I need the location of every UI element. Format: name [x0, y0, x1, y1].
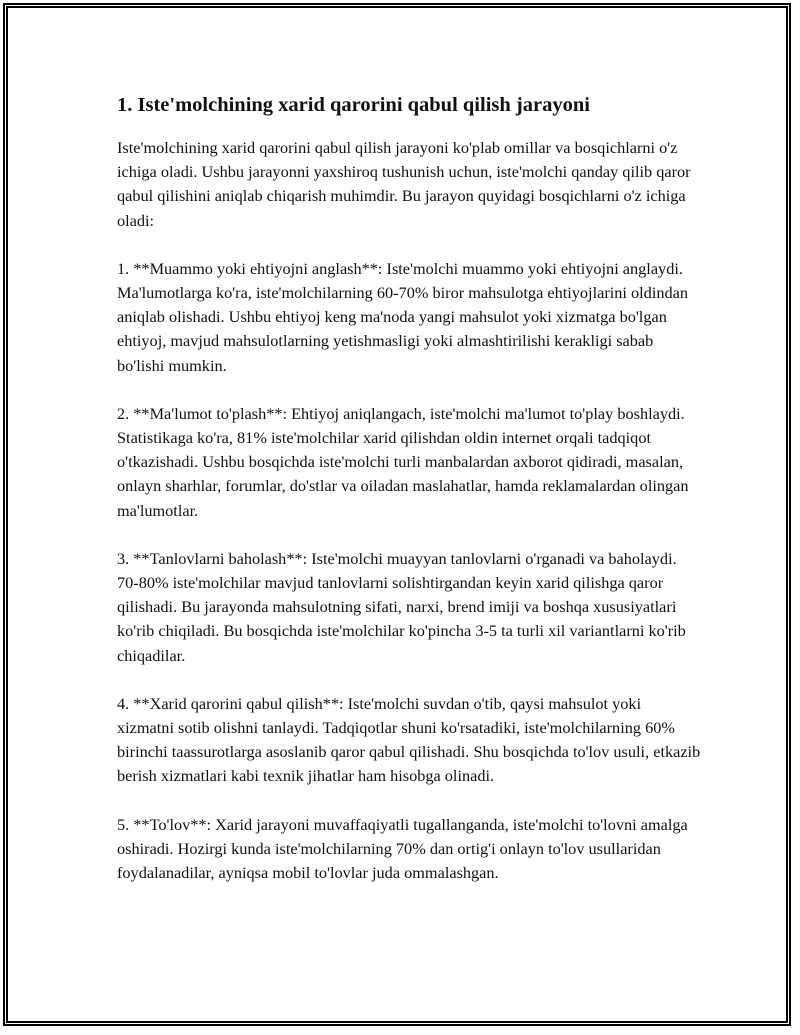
step-paragraph-1: 1. **Muammo yoki ehtiyojni anglash**: Iste'molchi muammo yoki ehtiyojni anglaydi. Ma'lumotlarga ko'ra, iste'molchilarning 60-70% biror mahsulotga ehtiyojlarini oldindan aniqlab olishadi. Ushbu ehtiyoj keng ma'noda yangi mahsulot yoki xizmatga bo'lgan ehtiyoj, mavjud mahsulotlarning yetishmasligi yoki almashtirilishi kerakligi sabab bo'lishi mumkin.: [117, 258, 688, 375]
step-paragraph-2: 2. **Ma'lumot to'plash**: Ehtiyoj aniqlangach, iste'molchi ma'lumot to'play boshlaydi. Statistikaga ko'ra, 81% iste'molchilar xarid qilishdan oldin internet orqali tadqiqot o'tkazishadi. Ushbu bosqichda iste'molchi turli manbalardan axborot qidiradi, masalan, onlayn sharhlar, forumlar, do'stlar va oiladan maslahatlar, hamda reklamalardan olingan ma'lumotlar.: [117, 403, 689, 520]
document-body: [117, 88, 702, 909]
step-paragraph-4: 4. **Xarid qarorini qabul qilish**: Iste'molchi suvdan o'tib, qaysi mahsulot yoki xizmatni sotib olishni tanlaydi. Tadqiqotlar shuni ko'rsatadiki, iste'molchilarning 60% birinchi taassurotlarga asoslanib qaror qabul qilishadi. Shu bosqichda to'lov usuli, etkazib berish xizmatlari kabi texnik jihatlar ham hisobga olinadi.: [117, 693, 701, 786]
intro-paragraph: Iste'molchining xarid qarorini qabul qilish jarayoni ko'plab omillar va bosqichlarni o'z ichiga oladi. Ushbu jarayonni yaxshiroq tushunish uchun, iste'molchi qanday qilib qaror qabul qilishini aniqlab chiqarish muhimdir. Bu jarayon quyidagi bosqichlarni o'z ichiga oladi:: [117, 138, 691, 230]
section-heading: 1. Iste'molchining xarid qarorini qabul qilish jarayoni: [117, 94, 590, 116]
step-paragraph-5: 5. **To'lov**: Xarid jarayoni muvaffaqiyatli tugallanganda, iste'molchi to'lovni amalga oshiradi. Hozirgi kunda iste'molchilarning 70% dan ortig'i onlayn to'lov usullaridan foydalanadilar, ayniqsa mobil to'lovlar juda ommalashgan.: [117, 814, 688, 883]
step-paragraph-3: 3. **Tanlovlarni baholash**: Iste'molchi muayyan tanlovlarni o'rganadi va baholaydi. 70-80% iste'molchilar mavjud tanlovlarni solishtirgandan keyin xarid qilishga qaror qilishadi. Bu jarayonda mahsulotning sifati, narxi, brend imiji va boshqa xususiyatlari ko'rib chiqiladi. Bu bosqichda iste'molchilar ko'pincha 3-5 ta turli xil variantlarni ko'rib chiqadilar.: [117, 548, 686, 665]
